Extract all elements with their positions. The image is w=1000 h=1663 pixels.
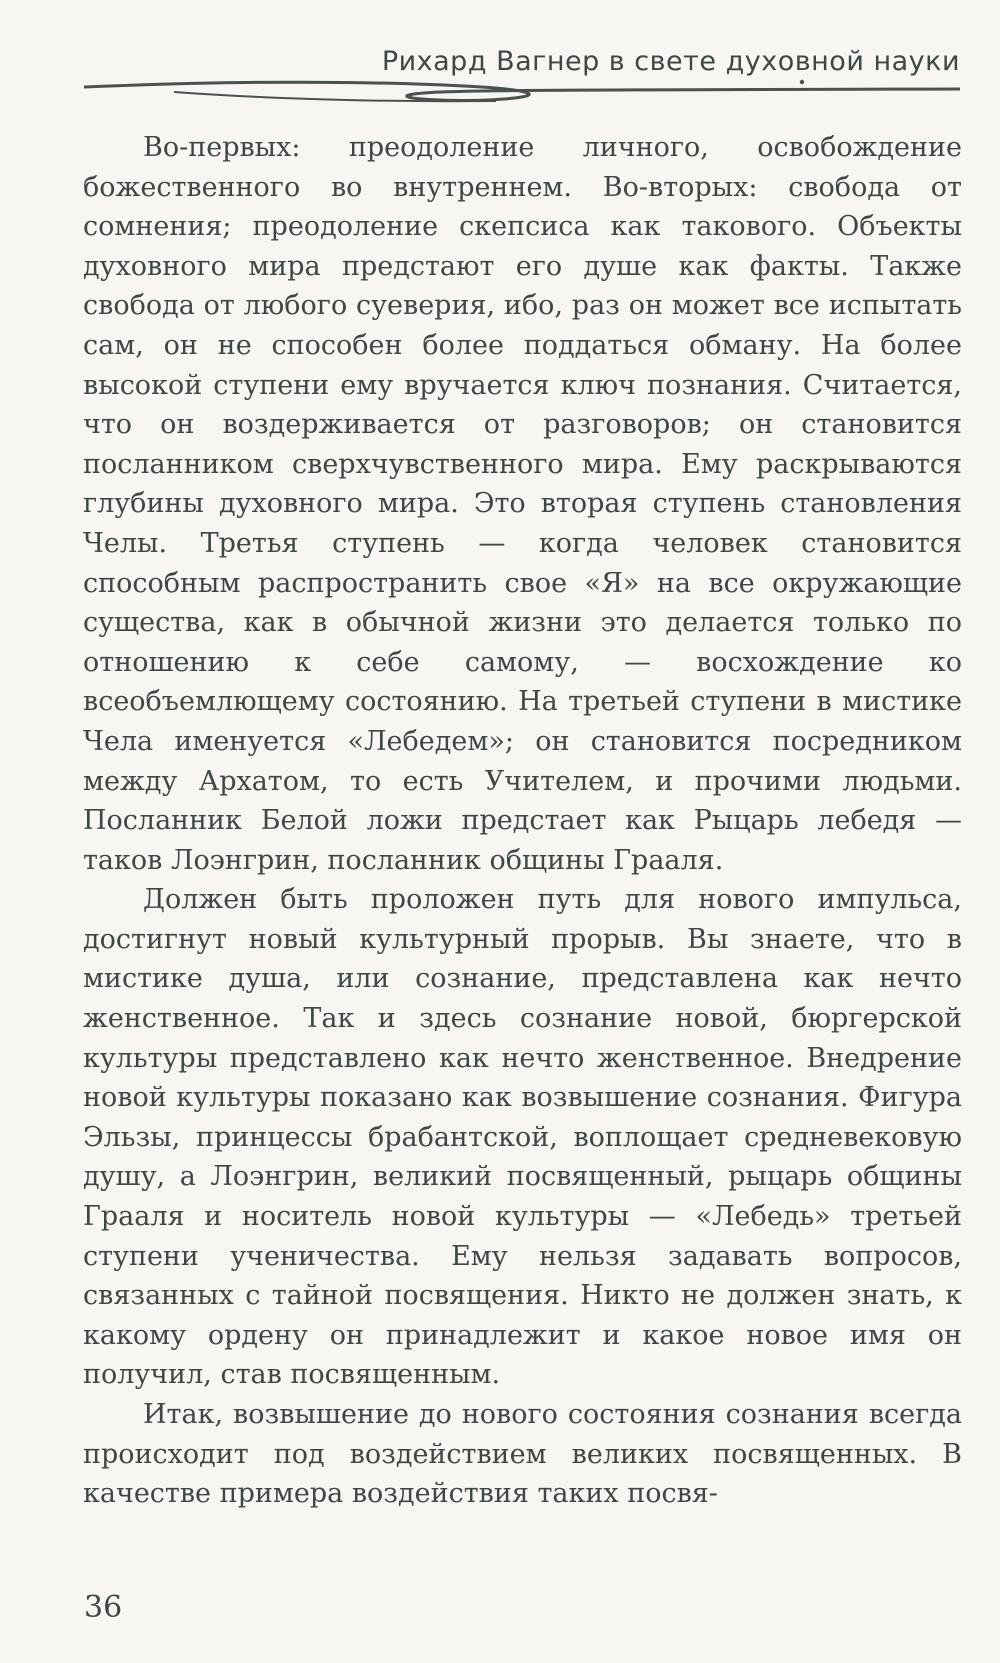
paragraph: Во-первых: преодоление личного, освобождение божественного во внутреннем. Во-вторых: свобода от сомнения; преодоление скепсиса как такового. Объекты духовного мира предстают его душе как факты. Также свобода от любого суеверия, ибо, раз он может все испытать сам, он не способен более поддаться обману. На более высокой ступени ему вручается ключ познания. Считается, что он воздерживается от разговоров; он становится посланником сверхчувственного мира. Ему раскрываются глубины духовного мира. Это вторая ступень становления Челы. Третья ступень — когда человек становится способным распространить свое «Я» на все окружающие существа, как в обычной жизни это делается только по отношению к себе самому, — восхождение ко всеобъемлющему состоянию. На третьей ступени в мистике Чела именуется «Лебедем»; он становится посредником между Архатом, то есть Учителем, и прочими людьми. Посланник Белой ложи предстает как Рыцарь лебедя — таков Лоэнгрин, посланник общины Грааля.: [83, 132, 962, 876]
paragraph: Должен быть проложен путь для нового импульса, достигнут новый культурный прорыв. Вы знаете, что в мистике душа, или сознание, представлена как нечто женственное. Так и здесь сознание новой, бюргерской культуры представлено как нечто женственное. Внедрение новой культуры показано как возвышение сознания. Фигура Эльзы, принцессы брабантской, воплощает средневековую душу, а Лоэнгрин, великий посвященный, рыцарь общины Грааля и носитель новой культуры — «Лебедь» третьей ступени ученичества. Ему нельзя задавать вопросов, связанных с тайной посвящения. Никто не должен знать, к какому ордену он принадлежит и какое новое имя он получил, став посвященным.: [83, 884, 962, 1391]
running-head-title: Рихард Вагнер в свете духовной науки: [381, 46, 960, 77]
page-number: 36: [84, 1590, 123, 1625]
header-ornament-rule: [84, 78, 960, 116]
paragraph: Итак, возвышение до нового состояния сознания всегда происходит под воздействием великих посвященных. В качестве примера воздействия таких посвя-: [83, 1399, 962, 1510]
body-text: [83, 128, 962, 1514]
